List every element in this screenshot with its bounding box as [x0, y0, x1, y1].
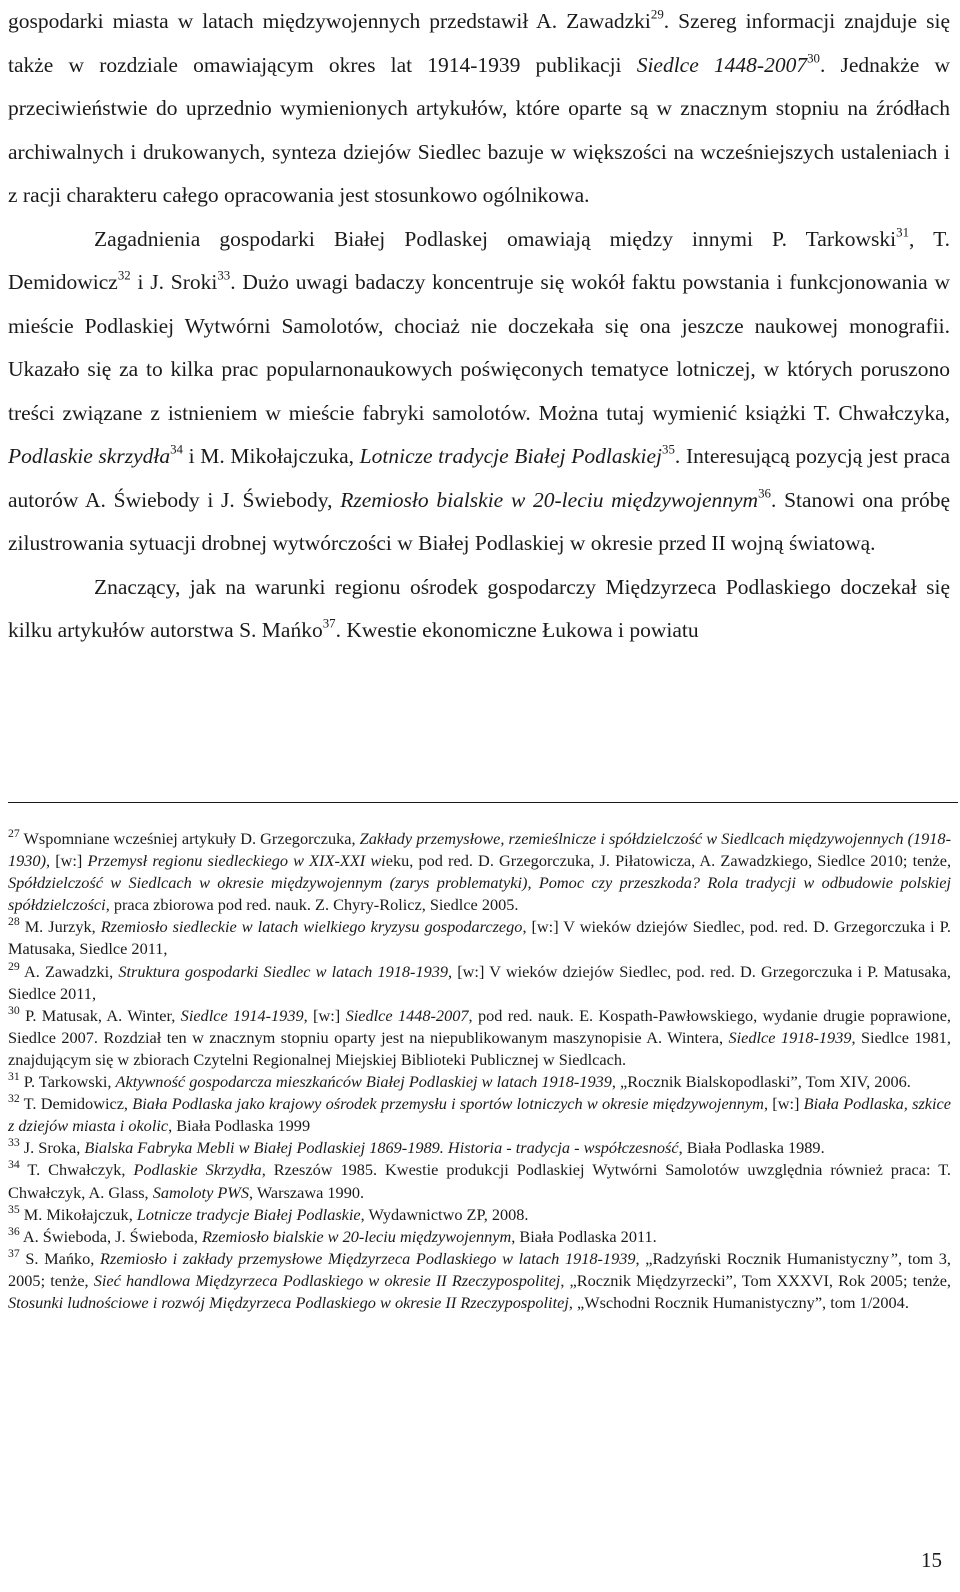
- footnote-number: 31: [8, 1070, 20, 1083]
- text-run: . Jednakże w przeciwieństwie do uprzednio wymienionych artykułów, które oparte są w znacznym stopniu na źródłach archiwalnych i drukowanych, synteza dziejów Siedlec bazuje w większości na wcześniejszych ustaleniach i z racji charakteru całego opracowania jest stosunkowo ogólnikowa.: [8, 52, 950, 207]
- footnote-italic-title: Spółdzielczość w Siedlcach w okresie międzywojennym (zarys problematyki), Pomoc czy przeszkoda? Rola tradycji w odbudowie polskiej spółdzielczości: [8, 873, 951, 915]
- text-run: . Stanowi ona próbę zilustrowania sytuacji drobnej wytwórczości w Białej Podlaskiej w okresie przed II wojną światową.: [8, 487, 950, 555]
- text-run: Zagadnienia gospodarki Białej Podlaskej omawiają między innymi P. Tarkowski: [94, 226, 897, 251]
- footnote-30: [8, 1005, 951, 1071]
- italic-title: Rzemiosło bialskie w 20-leciu międzywojennym: [340, 487, 759, 512]
- footnote-italic-title: Rzemiosło siedleckie w latach wielkiego kryzysu gospodarczego: [100, 917, 523, 937]
- footnote-text: , [w:]: [303, 1005, 346, 1025]
- paragraph: [8, 218, 950, 566]
- footnote-number: 30: [8, 1003, 20, 1017]
- footnote-number: 28: [8, 915, 20, 929]
- footnote-ref: 33: [217, 268, 231, 283]
- footnote-number: 27: [8, 826, 20, 840]
- footnotes: [8, 828, 951, 1314]
- footnote-ref: 34: [170, 442, 183, 457]
- text-run: . Szereg informacji znajduje się także w rozdziale omawiającym okres lat 1914-1939 publikacji: [8, 9, 950, 77]
- footnote-text: , pod red. nauk. E. Kospath-Pawłowskiego, wydanie drugie poprawione, Siedlce 2007. Rozdział ten w znacznym stopniu oparty jest na niepublikowanym maszynopisie A. Wintera,: [8, 1005, 952, 1047]
- footnote-37: [8, 1248, 951, 1314]
- footnote-italic-title: Lotnicze tradycje Białej Podlaskie: [136, 1204, 361, 1224]
- text-run: . Kwestie ekonomiczne Łukowa i powiatu: [335, 618, 699, 642]
- footnote-36: [8, 1226, 951, 1248]
- footnote-text: , Siedlce 1981, znajdującym się w zbiorach Czytelni Regionalnej Miejskiej Biblioteki Publicznej w Siedlcach.: [8, 1027, 951, 1069]
- footnote-35: [8, 1204, 951, 1226]
- text-run: gospodarki miasta w latach międzywojennych przedstawił A. Zawadzki: [8, 9, 651, 33]
- italic-title: Siedlce 1448-2007: [636, 52, 808, 77]
- footnote-text: M. Jurzyk,: [19, 917, 101, 937]
- footnote-number: 32: [8, 1092, 20, 1106]
- footnote-text: , „Radzyński Rocznik Humanistyczny: [635, 1248, 889, 1268]
- footnote-text: , Rzeszów 1985. Kwestie produkcji Podlaskiej Wytwórni Samolotów uwzględnia również praca: T. Chwałczyk, A. Glass,: [8, 1160, 952, 1202]
- footnote-italic-title: Samoloty PWS: [152, 1182, 250, 1202]
- italic-title: Lotnicze tradycje Białej Podlaskiej: [359, 444, 663, 468]
- footnote-text: , „Wschodni Rocznik Humanistyczny”, tom 1/2004.: [568, 1292, 909, 1312]
- text-run: . Dużo uwagi badaczy koncentruje się wokół faktu powstania i funkcjonowania w mieście Podlaskiej Wytwórni Samolotów, chociaż nie doczekała się ona jeszcze naukowej monografii. Ukazało się za to kilka prac popularnonaukowych poświęconych tematyce lotniczej, w których poruszono treści związane z istnieniem w mieście fabryki samolotów. Można tutaj wymienić książki T. Chwałczyka,: [8, 270, 950, 425]
- footnote-text: T. Demidowicz,: [19, 1094, 133, 1114]
- footnote-text: , „Rocznik Bialskopodlaski”, Tom XIV, 2006.: [611, 1072, 911, 1092]
- footnote-33: [8, 1137, 951, 1159]
- footnote-ref: 29: [650, 7, 664, 22]
- footnote-italic-title: Podlaskie Skrzydła: [133, 1160, 262, 1180]
- footnote-number: 36: [8, 1224, 20, 1238]
- footnote-text: , Biała Podlaska 1989.: [678, 1138, 825, 1158]
- footnote-number: 35: [8, 1202, 20, 1216]
- footnote-text: , [w:] V wieków dziejów Siedlec, pod. red. D. Grzegorczuka i P. Matusaka, Siedlce 2011,: [8, 961, 951, 1003]
- footnote-text: eku, pod red. D. Grzegorczuka, J. Piłatowicza, A. Zawadzkiego, Siedlce 2010; tenże,: [385, 851, 952, 871]
- footnote-text: J. Sroka,: [19, 1138, 85, 1158]
- footnote-27: [8, 828, 951, 916]
- footnote-text: , [w:] V wieków dziejów Siedlec, pod. red. D. Grzegorczuka i P. Matusaka, Siedlce 2011,: [8, 917, 951, 959]
- main-text: [8, 0, 950, 653]
- footnote-text: , praca zbiorowa pod red. nauk. Z. Chyry-Rolicz, Siedlce 2005.: [105, 895, 519, 915]
- paragraph: [8, 566, 950, 653]
- footnote-text: , tom 3, 2005; tenże,: [8, 1248, 951, 1290]
- footnote-text: , Biała Podlaska 1999: [168, 1116, 311, 1136]
- footnote-text: , Biała Podlaska 2011.: [511, 1226, 657, 1246]
- footnote-text: P. Tarkowski,: [19, 1072, 116, 1092]
- footnote-italic-title: Siedlce 1914-1939: [180, 1005, 304, 1025]
- footnote-italic-title: Struktura gospodarki Siedlec w latach 1918-1939: [118, 961, 449, 981]
- text-run: . Interesującą pozycją jest praca autorów A. Świebody i J. Świebody,: [8, 444, 950, 512]
- footnote-text: A. Świeboda, J. Świeboda,: [19, 1226, 202, 1246]
- footnote-italic-title: Stosunki ludnościowe i rozwój Międzyrzeca Podlaskiego w okresie II Rzeczypospolitej: [8, 1292, 569, 1312]
- footnote-italic-title: Biała Podlaska jako krajowy ośrodek przemysłu i sportów lotniczych w okresie międzywojennym: [132, 1094, 764, 1114]
- footnote-ref: 32: [117, 268, 131, 283]
- footnote-ref: 37: [322, 616, 336, 631]
- paragraph: [8, 0, 950, 218]
- footnote-ref: 31: [896, 224, 910, 239]
- footnote-italic-title: Biała Podlaska, szkice z dziejów miasta i okolic: [8, 1094, 951, 1136]
- footnote-ref: 36: [758, 485, 771, 500]
- footnote-italic-title: Przemysł regionu siedleckiego w XIX-XXI wi: [87, 851, 386, 871]
- footnote-text: Wspomniane wcześniej artykuły D. Grzegorczuka,: [19, 829, 360, 848]
- footnote-italic-title: ”: [888, 1248, 899, 1268]
- footnote-italic-title: Rzemiosło bialskie w 20-leciu międzywojennym: [201, 1226, 512, 1246]
- footnote-29: [8, 961, 951, 1005]
- footnote-text: , [w:]: [763, 1094, 804, 1114]
- italic-title: Podlaskie skrzydła: [8, 444, 171, 468]
- text-run: i M. Mikołajczuka,: [183, 444, 360, 468]
- footnote-number: 29: [8, 959, 20, 973]
- text-run: Znaczący, jak na warunki regionu ośrodek gospodarczy Międzyrzeca Podlaskiego doczekał się kilku artykułów autorstwa S. Mańko: [8, 574, 950, 642]
- text-run: i J. Sroki: [130, 270, 218, 294]
- footnote-text: T. Chwałczyk,: [19, 1160, 134, 1180]
- footnote-text: , Wydawnictwo ZP, 2008.: [360, 1204, 529, 1224]
- footnote-34: [8, 1159, 951, 1203]
- text-run: , T. Demidowicz: [8, 226, 950, 294]
- footnote-28: [8, 916, 951, 960]
- footnote-number: 37: [8, 1246, 20, 1260]
- footnote-number: 33: [8, 1136, 20, 1150]
- footnote-32: [8, 1093, 951, 1137]
- footnote-italic-title: Aktywność gospodarcza mieszkańców Białej Podlaskiej w latach 1918-1939: [115, 1072, 612, 1092]
- footnote-ref: 30: [807, 50, 820, 65]
- footnote-text: , Warszawa 1990.: [249, 1182, 365, 1202]
- footnote-italic-title: Zakłady przemysłowe, rzemieślnicze i spółdzielczość w Siedlcach międzywojennych (1918-1930),: [8, 829, 951, 871]
- footnote-text: [w:]: [50, 851, 88, 871]
- footnote-italic-title: Siedlce 1918-1939: [728, 1027, 852, 1047]
- footnote-number: 34: [8, 1158, 20, 1172]
- footnote-text: A. Zawadzki,: [19, 961, 119, 981]
- footnote-text: , „Rocznik Międzyrzecki”, Tom XXXVI, Rok 2005; tenże,: [560, 1270, 952, 1290]
- footnote-italic-title: Siedlce 1448-2007: [345, 1005, 469, 1025]
- footnote-31: [8, 1071, 951, 1093]
- footnote-text: P. Matusak, A. Winter,: [19, 1005, 181, 1025]
- footnote-italic-title: Sieć handlowa Międzyrzeca Podlaskiego w okresie II Rzeczypospolitej: [93, 1270, 561, 1290]
- footnote-italic-title: Rzemiosło i zakłady przemysłowe Międzyrzeca Podlaskiego w latach 1918-1939: [100, 1248, 636, 1268]
- footnote-separator: [8, 802, 958, 803]
- page-number: 15: [921, 1548, 942, 1572]
- footnote-ref: 35: [662, 442, 675, 457]
- footnote-text: S. Mańko,: [19, 1248, 101, 1268]
- footnote-italic-title: Bialska Fabryka Mebli w Białej Podlaskiej 1869-1989. Historia - tradycja - współczesność: [84, 1138, 679, 1158]
- footnote-text: M. Mikołajczuk,: [19, 1204, 137, 1224]
